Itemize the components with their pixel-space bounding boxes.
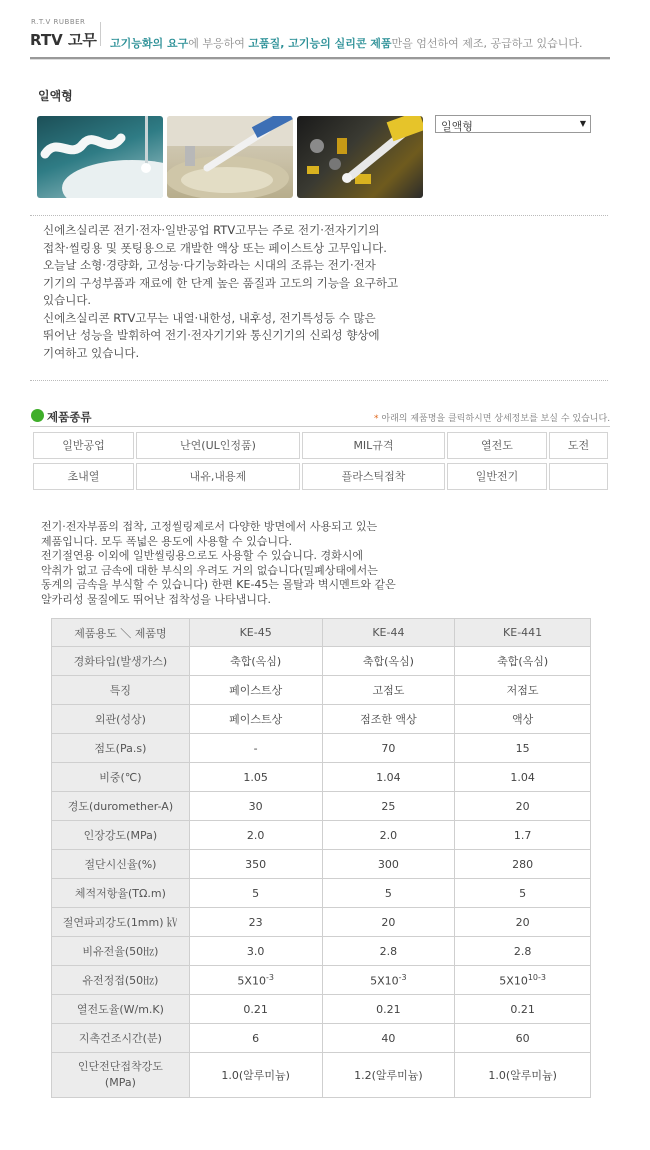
cell-value: 0.21 — [510, 1002, 535, 1016]
table-cell — [455, 1024, 591, 1053]
table-row — [52, 937, 591, 966]
category-conductive[interactable]: 도전 — [549, 432, 608, 459]
cell-value: 1.7 — [513, 828, 532, 842]
cell-value: 60 — [515, 1031, 530, 1045]
cell-value: 5X10 — [237, 974, 266, 988]
description-text — [41, 520, 461, 608]
cell-value: 페이스트상 — [229, 713, 283, 726]
table-cell — [189, 995, 322, 1024]
table-cell — [455, 908, 591, 937]
table-cell — [322, 647, 455, 676]
product-header[interactable]: KE-441 — [455, 619, 591, 647]
table-row — [52, 879, 591, 908]
cell-value: 6 — [252, 1031, 260, 1045]
select-value: 일액형 — [441, 120, 473, 133]
table-cell — [189, 1024, 322, 1053]
slogan-text-2: 만을 엄선하여 제조, 공급하고 있습니다. — [391, 37, 583, 50]
table-cell — [189, 850, 322, 879]
cell-value: 페이스트상 — [229, 684, 283, 697]
slogan-highlight-2: 고품질, 고기능의 실리콘 제품 — [248, 37, 392, 50]
row-label: 절연파괴강도(1mm) ㎸ — [52, 908, 190, 937]
table-row — [52, 705, 591, 734]
table-cell — [455, 821, 591, 850]
table-cell — [189, 1053, 322, 1098]
row-label: 비중(℃) — [52, 763, 190, 792]
cell-value: 280 — [512, 857, 534, 871]
table-row — [52, 821, 591, 850]
row-label: 절단시신율(%) — [52, 850, 190, 879]
spec-table — [51, 618, 591, 1098]
category-thermal-conductive[interactable]: 열전도 — [447, 432, 547, 459]
cell-value: 3.0 — [246, 944, 265, 958]
table-cell — [189, 734, 322, 763]
products-note — [374, 411, 610, 424]
table-cell — [455, 1053, 591, 1098]
category-super-heat-resistant[interactable]: 초내열 — [33, 463, 134, 490]
note-text: 아래의 제품명을 클릭하시면 상세정보를 보실 수 있습니다. — [381, 414, 611, 424]
table-cell — [322, 734, 455, 763]
cell-value: 25 — [381, 799, 396, 813]
cell-value: 40 — [381, 1031, 396, 1045]
product-photo-circuit-board — [297, 116, 423, 198]
cell-value: 축합(옥심) — [362, 655, 414, 668]
cell-value: 20 — [381, 915, 396, 929]
cell-value: 1.04 — [510, 770, 535, 784]
table-cell — [189, 879, 322, 908]
section-title: 일액형 — [38, 89, 73, 103]
cell-value: 5X10 — [370, 974, 399, 988]
cell-value: 1.2(알루미늄) — [354, 1069, 423, 1082]
cell-value: 2.8 — [379, 944, 398, 958]
table-cell — [322, 937, 455, 966]
row-label: 경화타입(발생가스) — [52, 647, 190, 676]
row-label: 외관(성상) — [52, 705, 190, 734]
intro-line: 있습니다. — [43, 293, 92, 307]
cell-value: 0.21 — [376, 1002, 401, 1016]
intro-line: 기기의 구성부품과 재료에 한 단계 높은 품질과 고도의 기능을 요구하고 — [43, 275, 399, 290]
table-cell — [189, 763, 322, 792]
cell-value: 5 — [384, 886, 392, 900]
table-corner-header: 제품용도 ＼ 제품명 — [52, 619, 190, 647]
table-cell — [322, 1024, 455, 1053]
intro-line: 신에츠실리콘 RTV고무는 내열·내한성, 내후성, 전기특성등 수 많은 — [43, 310, 376, 325]
category-flame-retardant[interactable]: 난연(UL인정품) — [136, 432, 300, 459]
table-row — [52, 763, 591, 792]
cell-value: 2.8 — [513, 944, 532, 958]
row-label: 지촉건조시간(분) — [52, 1024, 190, 1053]
table-cell — [455, 705, 591, 734]
table-row — [52, 792, 591, 821]
table-cell — [455, 763, 591, 792]
table-row — [52, 995, 591, 1024]
table-cell — [322, 676, 455, 705]
row-label: 체적저항율(TΩ.m) — [52, 879, 190, 908]
row-label: 인단전단접착강도 (MPa) — [52, 1053, 190, 1098]
divider-dotted — [30, 215, 608, 216]
category-grid — [30, 429, 610, 496]
cell-value: 1.0(알루미늄) — [221, 1069, 290, 1082]
table-cell — [455, 937, 591, 966]
row-label: 경도(duromether-A) — [52, 792, 190, 821]
cell-value: 5X10 — [499, 974, 528, 988]
cell-value: 축합(옥심) — [497, 655, 549, 668]
product-header[interactable]: KE-45 — [189, 619, 322, 647]
products-title: 제품종류 — [47, 410, 92, 424]
table-cell — [189, 705, 322, 734]
table-cell — [322, 1053, 455, 1098]
row-label: 특징 — [52, 676, 190, 705]
page-title: RTV 고무 — [30, 31, 97, 49]
table-cell — [455, 792, 591, 821]
row-label: 유전정접(50㎐) — [52, 966, 190, 995]
cell-value: 30 — [248, 799, 263, 813]
table-cell — [322, 705, 455, 734]
table-cell — [322, 966, 455, 995]
cell-value: 1.05 — [243, 770, 268, 784]
cell-value: 350 — [245, 857, 267, 871]
description-line: 동계의 금속을 부식할 수 있습니다) 한편 KE-45는 몰탈과 벽시멘트와 같은 — [41, 578, 396, 592]
table-cell — [189, 966, 322, 995]
intro-line: 뛰어난 성능을 발휘하여 전기·전자기기와 통신기기의 신뢰성 향상에 — [43, 328, 380, 342]
row-label: 열전도율(W/m.K) — [52, 995, 190, 1024]
cell-value: 15 — [515, 741, 530, 755]
cell-value: 5 — [519, 886, 527, 900]
category-mil-spec[interactable]: MIL규격 — [302, 432, 445, 459]
description-line: 알카리성 물질에도 뛰어난 접착성을 나타냅니다. — [41, 592, 272, 606]
row-label: 점도(Pa.s) — [52, 734, 190, 763]
intro-line: 기여하고 있습니다. — [43, 345, 140, 360]
dropdown-arrow-icon[interactable]: ▼ — [579, 119, 586, 128]
intro-line: 신에츠실리콘 전기·전자·일반공업 RTV고무는 주로 전기·전자기기의 — [43, 223, 380, 237]
cell-value: 고점도 — [372, 684, 405, 697]
description-line: 전기절연용 이외에 일반씰링용으로도 사용할 수 있습니다. 경화시에 — [41, 549, 364, 563]
cell-value: 70 — [381, 741, 396, 755]
cell-value: 23 — [248, 915, 263, 929]
table-row — [52, 734, 591, 763]
intro-line: 접착·씰링용 및 폿팅용으로 개발한 액상 또는 페이스트상 고무입니다. — [43, 240, 387, 255]
header-divider — [100, 22, 101, 46]
product-type-select[interactable] — [435, 115, 591, 133]
description-line: 전기·전자부품의 접착, 고정씰링제로서 다양한 방면에서 사용되고 있는 — [41, 520, 378, 533]
table-row — [52, 1024, 591, 1053]
table-cell — [189, 647, 322, 676]
row-label: 인장강도(MPa) — [52, 821, 190, 850]
header-subtitle: R.T.V RUBBER — [31, 18, 86, 26]
cell-exponent: -3 — [398, 972, 407, 982]
product-header[interactable]: KE-44 — [322, 619, 455, 647]
product-photo-sink-sealing — [167, 116, 293, 198]
table-cell — [189, 937, 322, 966]
table-cell — [322, 763, 455, 792]
table-cell — [455, 966, 591, 995]
green-bullet-icon — [31, 409, 44, 422]
product-photo-dispensing — [37, 116, 163, 198]
table-row — [52, 647, 591, 676]
cell-value: 2.0 — [246, 828, 265, 842]
table-cell — [322, 995, 455, 1024]
cell-value: 300 — [377, 857, 399, 871]
table-row — [52, 676, 591, 705]
cell-value: 20 — [515, 915, 530, 929]
cell-value: 5 — [252, 886, 260, 900]
cell-exponent: -3 — [265, 972, 274, 982]
products-rule — [30, 426, 610, 427]
table-cell — [322, 850, 455, 879]
cell-value: 1.0(알루미늄) — [488, 1069, 557, 1082]
table-cell — [189, 908, 322, 937]
table-cell — [322, 908, 455, 937]
category-oil-solvent-resistant[interactable]: 내유,내용제 — [136, 463, 300, 490]
cell-value: 1.04 — [376, 770, 401, 784]
cell-value: 0.21 — [243, 1002, 268, 1016]
table-cell — [455, 647, 591, 676]
table-cell — [189, 821, 322, 850]
divider-dotted — [30, 380, 608, 381]
table-cell — [322, 879, 455, 908]
cell-value: 점조한 액상 — [360, 713, 417, 726]
table-cell — [455, 734, 591, 763]
table-cell — [322, 792, 455, 821]
table-cell — [455, 879, 591, 908]
table-cell — [455, 676, 591, 705]
cell-value: 액상 — [511, 713, 534, 726]
note-star: * — [374, 414, 379, 424]
slogan-highlight-1: 고기능화의 요구 — [110, 37, 189, 50]
table-cell — [189, 676, 322, 705]
description-line: 악취가 없고 금속에 대한 부식의 우려도 거의 없습니다(밀폐상태에서는 — [41, 563, 378, 577]
table-cell — [322, 821, 455, 850]
cell-value: 20 — [515, 799, 530, 813]
table-cell — [455, 995, 591, 1024]
cell-value: - — [253, 741, 258, 755]
table-cell — [455, 850, 591, 879]
table-row — [52, 966, 591, 995]
header-slogan — [110, 35, 583, 51]
table-row — [52, 908, 591, 937]
category-general-electric[interactable]: 일반전기 — [447, 463, 547, 490]
table-row — [52, 850, 591, 879]
table-cell — [189, 792, 322, 821]
header-rule-light — [30, 59, 610, 60]
table-row — [52, 1053, 591, 1098]
intro-text — [43, 222, 463, 362]
intro-line: 오늘날 소형·경량화, 고성능·다기능화라는 시대의 조류는 전기·전자 — [43, 258, 376, 272]
category-plastic-adhesion[interactable]: 플라스틱접착 — [302, 463, 445, 490]
cell-exponent: 10-3 — [527, 972, 546, 982]
cell-value: 축합(옥심) — [230, 655, 282, 668]
cell-value: 저점도 — [506, 684, 539, 697]
cell-value: 2.0 — [379, 828, 398, 842]
table-header-row — [52, 619, 591, 647]
description-line: 제품입니다. 모두 폭넓은 용도에 사용할 수 있습니다. — [41, 534, 293, 548]
category-general-industry[interactable]: 일반공업 — [33, 432, 134, 459]
slogan-text-1: 에 부응하여 — [188, 37, 249, 50]
category-empty — [549, 463, 608, 490]
row-label: 비유전율(50㎐) — [52, 937, 190, 966]
